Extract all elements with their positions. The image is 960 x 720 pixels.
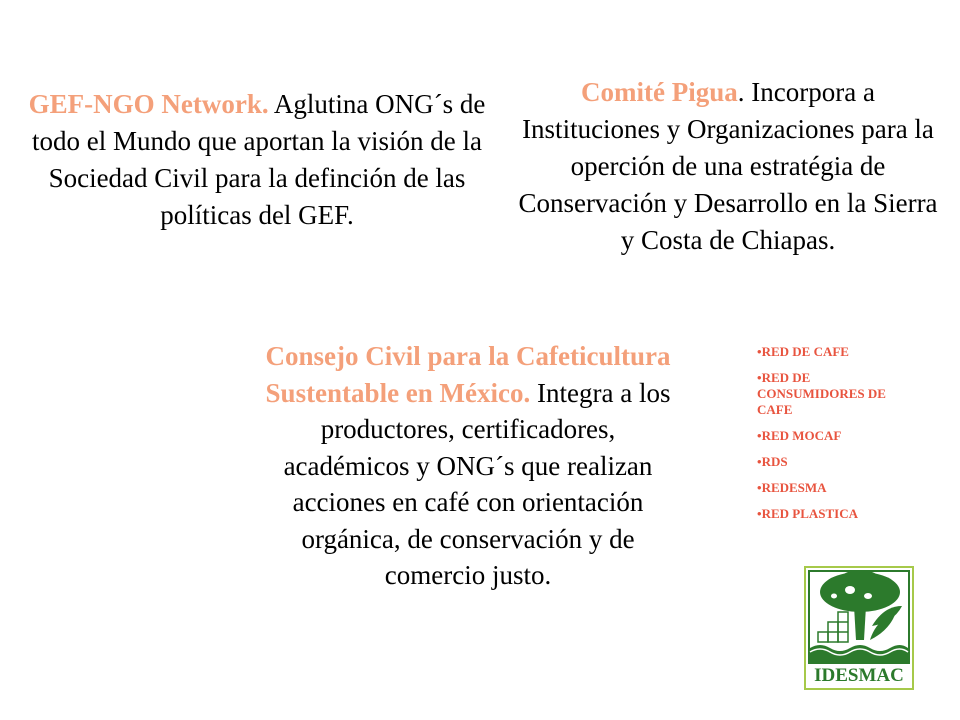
logo-text: IDESMAC <box>814 665 904 686</box>
network-item <box>757 480 917 496</box>
comite-pigua-text <box>518 74 938 259</box>
network-item-label: RDS <box>761 454 788 469</box>
network-item <box>757 454 917 470</box>
network-item <box>757 506 917 522</box>
network-item <box>757 344 917 360</box>
network-item-label: REDESMA <box>761 480 827 495</box>
network-item <box>757 370 917 418</box>
gef-heading: GEF-NGO Network. <box>28 89 269 119</box>
gef-body: Aglutina ONG´s de todo el Mundo que aportan la visión de la Sociedad Civil para la definción de las políticas del GEF. <box>32 89 486 230</box>
consejo-heading: Consejo Civil para la Cafeticultura Sustentable en México. <box>265 341 671 408</box>
networks-list <box>757 344 917 532</box>
network-item-label: RED PLASTICA <box>761 506 858 521</box>
pigua-body: . Incorpora a Instituciones y Organizaciones para la operción de una estratégia de Conservación y Desarrollo en la Sierra y Costa de Chiapas. <box>518 77 938 255</box>
gef-ngo-network-text <box>20 86 494 234</box>
consejo-civil-text <box>262 338 674 594</box>
consejo-body: Integra a los productores, certificadores, académicos y ONG´s que realizan acciones en café con orientación orgánica, de conservación y de comercio justo. <box>283 377 671 590</box>
pigua-heading: Comité Pigua <box>581 77 738 107</box>
idesmac-logo <box>804 566 914 690</box>
network-item-label: RED DE CAFE <box>761 344 849 359</box>
network-item-label: RED DE CONSUMIDORES DE CAFE <box>757 370 886 417</box>
network-item-label: RED MOCAF <box>761 428 842 443</box>
network-item <box>757 428 917 444</box>
